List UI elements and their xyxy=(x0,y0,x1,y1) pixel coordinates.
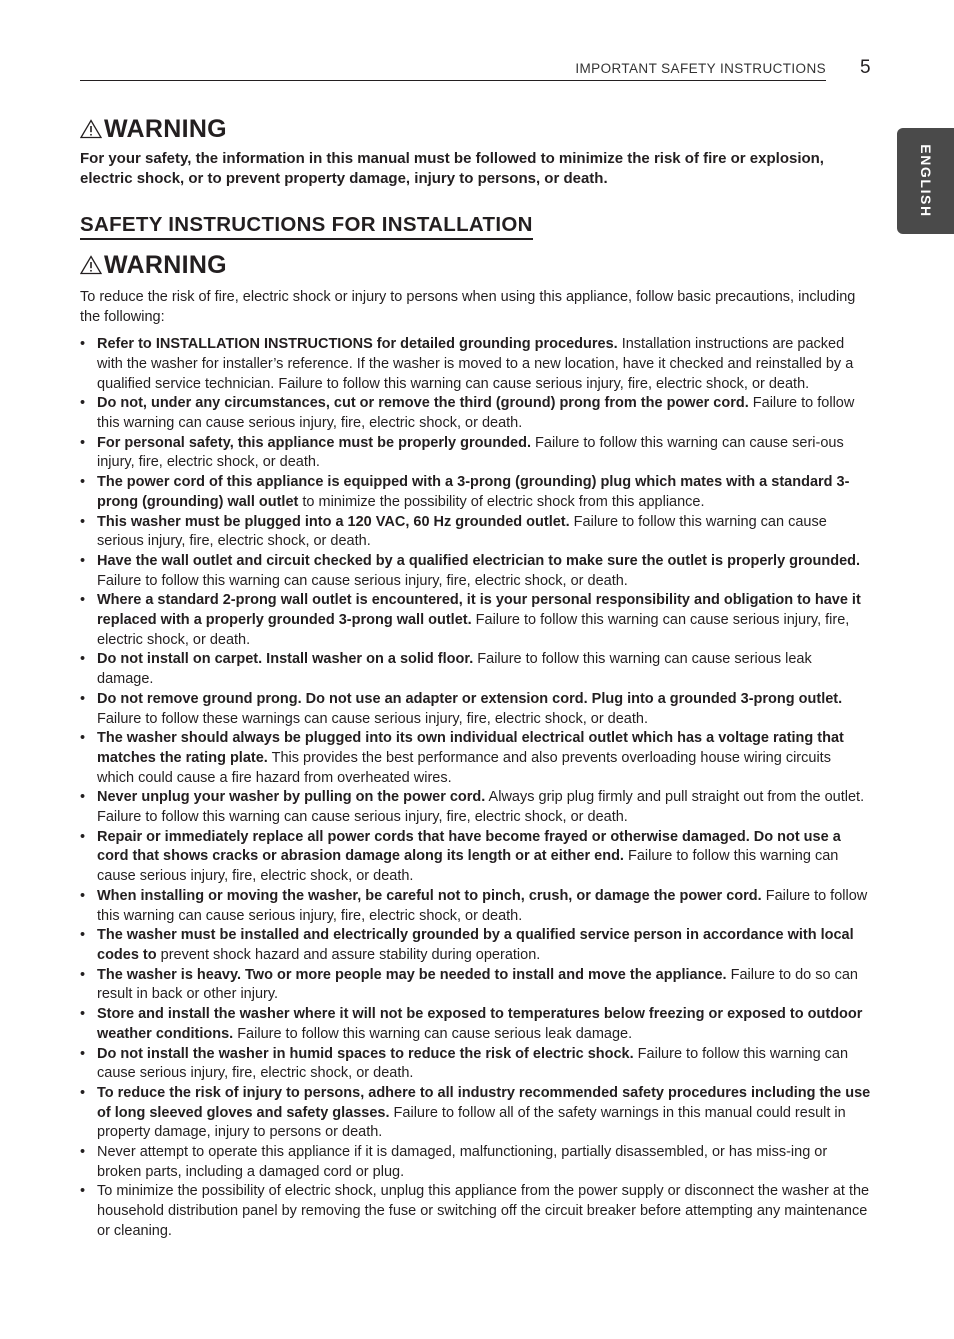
safety-notice: For your safety, the information in this manual must be followed to minimize the risk of fire or explosion, electric shock, or to prevent property damage, injury to persons, or death. xyxy=(80,150,824,187)
list-item: • The washer is heavy. Two or more people may be needed to install and move the appliance. Failure to do so can result in back or other injury. xyxy=(80,966,872,1005)
header-title: IMPORTANT SAFETY INSTRUCTIONS xyxy=(575,61,826,76)
list-item: • Where a standard 2-prong wall outlet is encountered, it is your personal responsibility and obligation to have it replaced with a properly grounded 3-prong wall outlet. Failure to follow this warning can cause serious injury, fire, electric shock, or death. xyxy=(80,591,872,650)
list-item: • The washer should always be plugged into its own individual electrical outlet which has a voltage rating that matches the rating plate. This provides the best performance and also prevents overloading house wiring circuits which could cause a fire hazard from overheated wires. xyxy=(80,729,872,788)
list-item: • To minimize the possibility of electric shock, unplug this appliance from the power supply or disconnect the washer at the household distribution panel by removing the fuse or switching off the circuit breaker before attempting any maintenance or cleaning. xyxy=(80,1182,872,1241)
warning-heading-installation xyxy=(80,250,872,280)
list-item: • This washer must be plugged into a 120 VAC, 60 Hz grounded outlet. Failure to follow this warning can cause serious injury, fire, electric shock, or death. xyxy=(80,513,872,552)
list-item: • Have the wall outlet and circuit checked by a qualified electrician to make sure the outlet is properly grounded. Failure to follow this warning can cause serious injury, fire, electric shock, or death. xyxy=(80,552,872,591)
page-number: 5 xyxy=(860,57,871,78)
list-item: • Do not remove ground prong. Do not use an adapter or extension cord. Plug into a grounded 3-prong outlet. Failure to follow these warnings can cause serious injury, fire, electric shock, or death. xyxy=(80,690,872,729)
list-item: • Refer to INSTALLATION INSTRUCTIONS for detailed grounding procedures. Installation instructions are packed with the washer for installer’s reference. If the washer is moved to a new location, have it checked and reinstalled by a qualified service technician. Failure to follow this warning can cause serious injury, fire, electric shock, or death. xyxy=(80,335,872,394)
list-item: • Do not install the washer in humid spaces to reduce the risk of electric shock. Failure to follow this warning can cause serious injury, fire, electric shock, or death. xyxy=(80,1045,872,1084)
list-item: • The washer must be installed and electrically grounded by a qualified service person in accordance with local codes to prevent shock hazard and assure stability during operation. xyxy=(80,926,872,965)
installation-intro: To reduce the risk of fire, electric shock or injury to persons when using this appliance, follow basic precautions, including the following: xyxy=(80,289,856,325)
list-item: • Never attempt to operate this appliance if it is damaged, malfunctioning, partially disassembled, or has miss-ing or broken parts, including a damaged cord or plug. xyxy=(80,1143,872,1182)
page-content xyxy=(80,112,872,1242)
list-item: • The power cord of this appliance is equipped with a 3-prong (grounding) plug which mates with a standard 3-prong (grounding) wall outlet to minimize the possibility of electric shock from this appliance. xyxy=(80,473,872,512)
warning-triangle-icon xyxy=(80,255,102,275)
language-tab xyxy=(897,128,954,234)
warning-title-installation: WARNING xyxy=(104,251,227,279)
warning-heading xyxy=(80,114,872,144)
list-item: • Do not, under any circumstances, cut or remove the third (ground) prong from the power cord. Failure to follow this warning can cause serious injury, fire, electric shock, or death. xyxy=(80,394,872,433)
list-item: • Store and install the washer where it will not be exposed to temperatures below freezing or exposed to outdoor weather conditions. Failure to follow this warning can cause serious leak damage. xyxy=(80,1005,872,1044)
language-tab-label: ENGLISH xyxy=(917,144,934,218)
section-title: SAFETY INSTRUCTIONS FOR INSTALLATION xyxy=(80,213,533,240)
page-header xyxy=(80,58,826,81)
safety-list xyxy=(80,335,872,1241)
list-item: • Do not install on carpet. Install washer on a solid floor. Failure to follow this warning can cause serious leak damage. xyxy=(80,650,872,689)
list-item: • Repair or immediately replace all power cords that have become frayed or otherwise damaged. Do not use a cord that shows cracks or abrasion damage along its length or at either end. Failure to follow this warning can cause serious injury, fire, electric shock, or death. xyxy=(80,828,872,887)
list-item: • For personal safety, this appliance must be properly grounded. Failure to follow this warning can cause seri-ous injury, fire, electric shock, or death. xyxy=(80,434,872,473)
list-item: • When installing or moving the washer, be careful not to pinch, crush, or damage the power cord. Failure to follow this warning can cause serious injury, fire, electric shock, or death. xyxy=(80,887,872,926)
warning-title: WARNING xyxy=(104,115,227,143)
list-item: • Never unplug your washer by pulling on the power cord. Always grip plug firmly and pull straight out from the outlet. Failure to follow this warning can cause serious injury, fire, electric shock, or death. xyxy=(80,788,872,827)
warning-triangle-icon xyxy=(80,119,102,139)
list-item: • To reduce the risk of injury to persons, adhere to all industry recommended safety procedures including the use of long sleeved gloves and safety glasses. Failure to follow all of the safety warnings in this manual could result in property damage, injury to persons or death. xyxy=(80,1084,872,1143)
